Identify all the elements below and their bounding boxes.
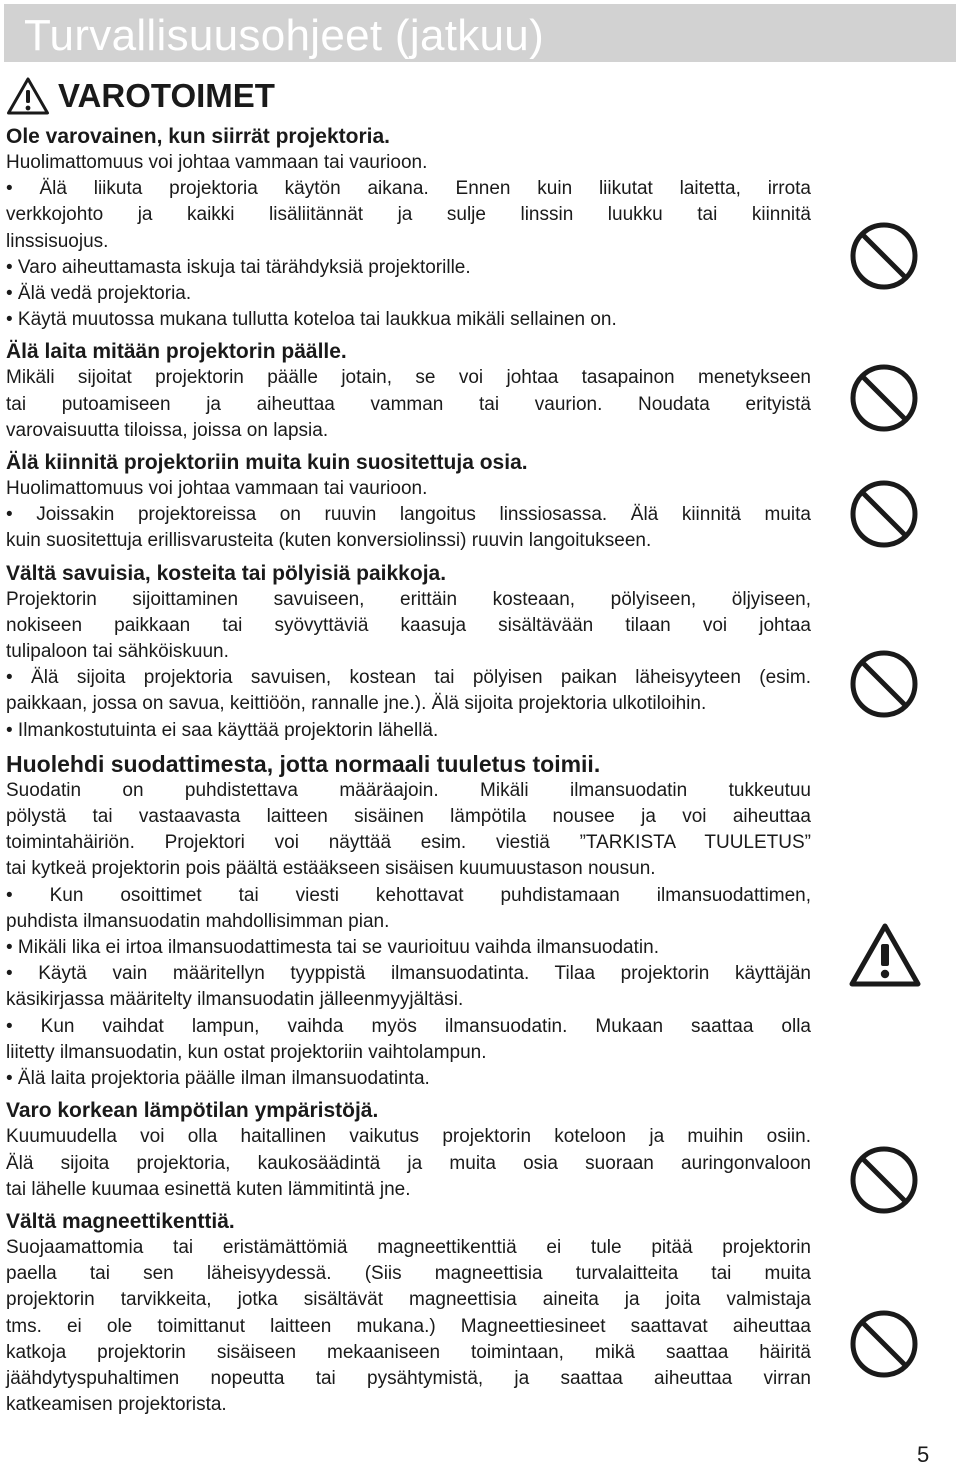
text-line: verkkojohto ja kaikki lisäliitännät ja sulje linssin luukku tai kiinnitä [6, 204, 811, 226]
text-line: varovaisuutta tiloissa, joissa on lapsia. [6, 419, 329, 441]
section-title: Älä laita mitään projektorin päälle. [6, 340, 347, 364]
text-line: Projektorin sijoittaminen savuiseen, erittäin kosteaan, pölyiseen, öljyiseen, [6, 588, 811, 610]
text-line: liitetty ilmansuodatin, kun ostat projektoriin vaihtolampun. [6, 1041, 487, 1063]
text-line: paikkaan, jossa on savua, keittiöön, rannalle jne.). Älä sijoita projektoria ulkotiloihin. [6, 693, 707, 715]
bullet-line: • Älä vedä projektoria. [6, 283, 192, 305]
section-title: Älä kiinnitä projektoriin muita kuin suositettuja osia. [6, 451, 528, 475]
section-title: Ole varovainen, kun siirrät projektoria. [6, 125, 390, 148]
safety-section [6, 750, 811, 1092]
section-title: Vältä magneettikenttiä. [6, 1209, 235, 1233]
section-title: Vältä savuisia, kosteita tai pölyisiä paikkoja. [6, 561, 447, 585]
text-line: Huolimattomuus voi johtaa vammaan tai vaurioon. [6, 478, 428, 500]
prohibition-icon [848, 362, 920, 434]
prohibition-icon [848, 1144, 920, 1216]
header-band [4, 4, 956, 62]
safety-section [6, 1209, 811, 1418]
text-line: nokiseen paikkaan tai syövyttäviä kaasuja sisältävään tilaan voi johtaa [6, 614, 811, 636]
text-line: puhdista ilmansuodatin mahdollisimman pian. [6, 910, 390, 932]
warning-triangle-icon [6, 76, 50, 116]
section-title: Varo korkean lämpötilan ympäristöjä. [6, 1099, 379, 1123]
bullet-line: • Joissakin projektoreissa on ruuvin langoitus linssiosassa. Älä kiinnitä muita [6, 504, 811, 526]
text-line: Kuumuudella voi olla haitallinen vaikutus projektorin koteloon ja muihin osiin. [6, 1126, 811, 1148]
bullet-line: • Älä sijoita projektoria savuisen, kostean tai pölyisen paikan läheisyyteen (esim. [6, 667, 811, 689]
text-line: Älä sijoita projektoria, kaukosäädintä ja muita osia suoraan auringonvaloon [6, 1152, 811, 1174]
safety-section [6, 1098, 811, 1203]
side-icons-column [848, 0, 928, 1468]
warning-triangle-icon [848, 922, 922, 988]
bullet-line: • Älä laita projektoria päälle ilman ilmansuodatinta. [6, 1068, 430, 1090]
text-line: Huolimattomuus voi johtaa vammaan tai vaurioon. [6, 152, 428, 173]
text-line: Suojaamattomia tai eristämättömiä magneettikenttiä ei tule pitää projektorin [6, 1236, 811, 1258]
text-line: pölystä tai vastaavasta laitteen sisäinen lämpötila nousee ja voi aiheuttaa [6, 806, 811, 828]
bullet-line: • Varo aiheuttamasta iskuja tai tärähdyksiä projektorille. [6, 256, 471, 278]
warning-label: VAROTOIMET [58, 77, 275, 114]
section-title: Huolehdi suodattimesta, jotta normaali tuuletus toimii. [6, 750, 601, 777]
text-line: käsikirjassa määritelty ilmansuodatin jälleenmyyjältäsi. [6, 989, 464, 1011]
text-line: jäähdytyspuhaltimen nopeutta tai pysähtymistä, ja saattaa aiheuttaa virran [6, 1367, 811, 1389]
text-line: katkoja projektorin sisäiseen mekaaniseen toimintaan, mikä saattaa häiritä [6, 1341, 811, 1363]
safety-section [6, 561, 811, 744]
text-line: tai kytkeä projektorin pois päältä estääkseen sisäisen kuumuustason nousun. [6, 858, 656, 880]
prohibition-icon [848, 648, 920, 720]
text-line: tms. ei ole toimittanut laitteen mukana.) Magneettiesineet saattavat aiheuttaa [6, 1315, 811, 1337]
bullet-line: • Kun osoittimet tai viesti kehottavat puhdistamaan ilmansuodattimen, [6, 884, 811, 906]
page-title: Turvallisuusohjeet (jatkuu) [24, 11, 545, 60]
safety-content [6, 124, 811, 1424]
text-line: katkeamisen projektorista. [6, 1394, 227, 1416]
safety-section [6, 450, 811, 555]
text-line: tai lähelle kuumaa esinettä kuten lämmitintä jne. [6, 1178, 411, 1200]
bullet-line: • Kun vaihdat lampun, vaihda myös ilmansuodatin. Mukaan saattaa olla [6, 1015, 811, 1037]
text-line: tulipaloon tai sähköiskuun. [6, 641, 229, 663]
page-number: 5 [917, 1442, 930, 1467]
text-line: toimintahäiriön. Projektori voi näyttää esim. viestiä ”TARKISTA TUULETUS” [6, 832, 811, 854]
text-line: linssisuojus. [6, 230, 109, 252]
prohibition-icon [848, 478, 920, 550]
bullet-line: • Älä liikuta projektoria käytön aikana. Ennen kuin liikutat laitetta, irrota [6, 178, 811, 200]
text-line: Suodatin on puhdistettava määräajoin. Mikäli ilmansuodatin tukkeutuu [6, 779, 811, 801]
text-line: tai putoamiseen ja aiheuttaa vamman tai vaurion. Noudata erityistä [6, 393, 811, 415]
text-line: projektorin tarvikkeita, jotka sisältävät magneettisia aineita ja joita valmistaja [6, 1289, 811, 1311]
safety-section [6, 339, 811, 444]
bullet-line: • Mikäli lika ei irtoa ilmansuodattimesta tai se vaurioituu vaihda ilmansuodatin. [6, 937, 659, 959]
bullet-line: • Käytä vain määritellyn tyyppistä ilmansuodatinta. Tilaa projektorin käyttäjän [6, 963, 811, 985]
text-line: paella tai sen läheisyydessä. (Siis magneettisia turvalaitteita tai muita [6, 1263, 811, 1285]
bullet-line: • Käytä muutossa mukana tullutta koteloa tai laukkua mikäli sellainen on. [6, 309, 617, 331]
prohibition-icon [848, 1308, 920, 1380]
text-line: Mikäli sijoitat projektorin päälle jotain, se voi johtaa tasapainon menetykseen [6, 367, 811, 389]
prohibition-icon [848, 220, 920, 292]
bullet-line: • Ilmankostutuinta ei saa käyttää projektorin lähellä. [6, 719, 439, 741]
safety-section [6, 124, 811, 333]
text-line: kuin suositettuja erillisvarusteita (kuten konversiolinssi) ruuvin langoitukseen. [6, 530, 652, 552]
